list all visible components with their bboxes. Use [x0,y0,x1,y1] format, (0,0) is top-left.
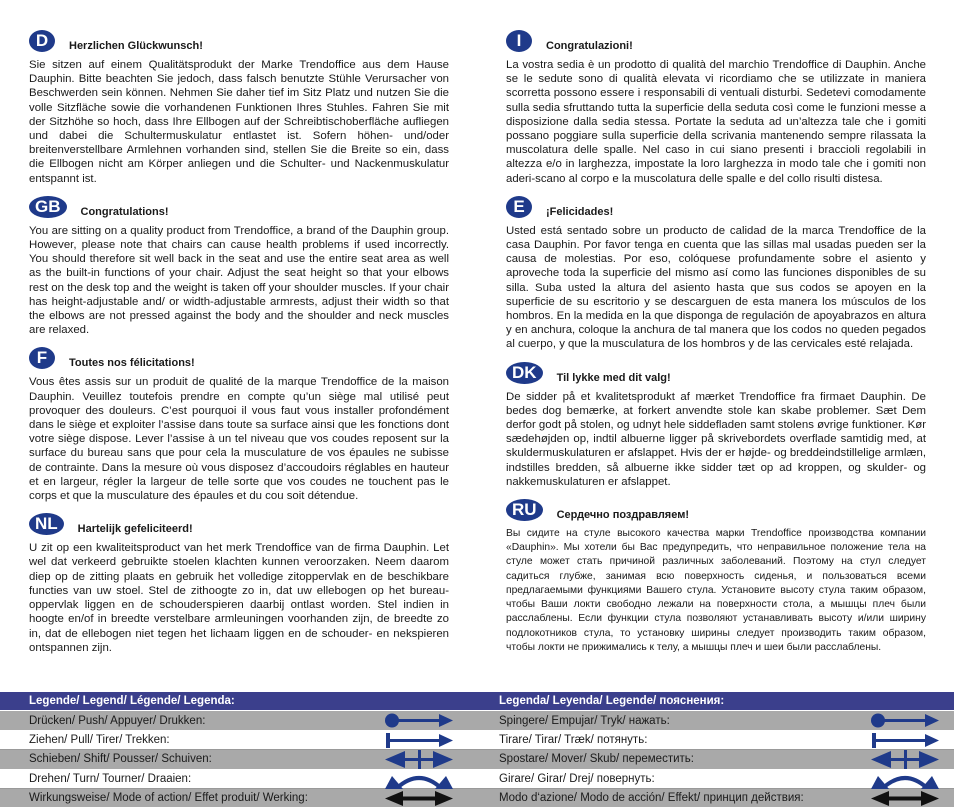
section-fr [29,345,449,503]
section-text-fr: Vous êtes assis sur un produit de qualité de la marque Trendoffice de la maison Dauphin. Veuillez toutefois prendre en compte qu’un siège mal utilisé peut provoquer des douleurs. C’est pourquoi il vous faut vous installer profondément dans le siège et exploiter l’assise dans toute sa surface ainsi que les fonctions dont votre siège dispose. Lever l’assise à un tel niveau que vos coudes reposent sur la surface du bureau sans que pour cela la musculature de vos épaules ne subisse de contrainte. Dans la mesure où vous disposez d’accoudoirs réglables en hauteur et en largeur, régler la largeur de telle sorte que vos coudes ne touchent pas le corps et que la musculature des épaules et du cou soit détendue. [29,376,449,503]
legend-row-push: Spingere/ Empujar/ Tryk/ нажать: [477,711,954,730]
legend-row-pull: Tirare/ Tirar/ Træk/ потянуть: [477,731,954,750]
section-it [506,28,926,186]
section-text-it: La vostra sedia è un prodotto di qualità del marchio Trendoffice di Dauphin. Anche se le sedute sono di qualità elevata vi ricordiamo che se utilizzate in maniera scorretta possono essere i responsabili di ventuali disturbi. Sedetevi comodamente sulla sedia sfruttando tutta la superficie della seduta così come le funzioni messe a disposizione dalla sedia stessa. Portate la seduta ad un’altezza tale che i gomiti possano poggiare sulla superficie della scrivania mantenendo sempre rilassata la muscolatura delle spalle. Nel caso in cui siano presenti i braccioli regolabili in altezza e/o in larghezza, impostate la loro larghezza in modo tale che i gomiti non aderi-scano al corpo e la muscolatura delle spalle e del collo risulti distesa. [506,59,926,185]
legend-right [477,692,954,808]
section-title-fr: Toutes nos félicitations! [69,357,195,370]
legend-row-mode: Wirkungsweise/ Mode of action/ Effet produit/ Werking: [0,789,477,808]
legend-row-pull: Ziehen/ Pull/ Tirer/ Trekken: [0,731,477,750]
section-title-gb: Congratulations! [80,205,169,218]
legend-row-turn: Drehen/ Turn/ Tourner/ Draaien: [0,770,477,789]
language-badge-dk: DK [506,362,543,384]
section-title-ru: Сердечно поздравляем! [556,509,690,522]
language-badge-fr: F [29,347,55,369]
legend-left [0,692,477,808]
legend-header: Legenda/ Leyenda/ Legende/ пояснения: [477,692,954,711]
legend-table [0,692,954,808]
section-title-es: ¡Felicidades! [546,205,614,218]
push-arrow-icon [383,711,455,730]
turn-arrows-icon [869,770,941,789]
language-badge-gb: GB [29,196,67,218]
legend-row-push: Drücken/ Push/ Appuyer/ Drukken: [0,711,477,730]
push-arrow-icon [869,711,941,730]
section-de [29,28,449,186]
legend-row-shift: Spostare/ Mover/ Skub/ переместить: [477,750,954,769]
section-text-es: Usted está sentado sobre un producto de calidad de la marca Trendoffice de la casa Dauphin. Por favor tenga en cuenta que las sillas mal usadas pueden ser la causa de molestias. Por eso, colóquese profundamente sobre el asiento y aproveche toda la superficie del mismo así como las funciones disponibles de su silla. Suba usted la altura del asiento hasta que sus codos se apoyen en la superficie de su escritorio y se descarguen de esta manera los músculos de los hombros. En la medida en la que disponga de regulación de apoyabrazos en altura y en anchura, coloque la anchura de tal manera que los codos no queden pegados al cuerpo, y que la musculatura de los hombros y de las cervicales esté relajada. [506,224,926,351]
section-title-it: Congratulazioni! [546,40,633,52]
language-badge-it: I [506,30,532,52]
pull-arrow-icon [869,731,941,750]
legend-header: Legende/ Legend/ Légende/ Legenda: [0,692,477,711]
section-title-dk: Til lykke med dit valg! [556,371,671,384]
legend-row-shift: Schieben/ Shift/ Pousser/ Schuiven: [0,750,477,769]
language-badge-de: D [29,30,55,52]
section-title-nl: Hartelijk gefeliciteerd! [77,523,193,536]
section-text-gb: You are sitting on a quality product from Trendoffice, a brand of the Dauphin group. However, please note that chairs can cause health problems if used incorrectly. You should therefore sit well back in the seat and use the entire seat area as well as the built-in functions of your chair. Adjust the seat height so that your elbows rest on the desk top and the weight is taken off your shoulder muscles. If your chair has height-adjustable and/ or width-adjustable armrests, adjust their width so that the elbows are not pressed against the body and the shoulder and neck muscles are relaxed. [29,224,449,337]
double-arrow-icon [869,789,941,808]
left-column [29,28,449,663]
section-dk [506,360,926,489]
legend-row-turn: Girare/ Girar/ Drej/ повернуть: [477,770,954,789]
turn-arrows-icon [383,770,455,789]
right-column [506,28,926,663]
language-badge-es: E [506,196,532,218]
language-badge-ru: RU [506,499,543,521]
section-es [506,194,926,352]
section-text-ru: Вы сидите на стуле высокого качества марки Trendoffice производства компании «Dauphin». Мы хотели бы Вас предупредить, что неправильное положение тела на стуле может стать причиной различных заболеваний. Поэтому на стул следует садиться глубже, занимая всю поверхность сиденья, и пользоваться всеми предлагаемыми функциями Вашего стула. Установите высоту стула таким образом, чтобы Ваши локти свободно лежали на поверхности стола, а мышцы плеч были расслаблены. Если функции стула позволяют устанавливать высоту и/или ширину подлокотников стула, то установку ширины следует производить таким образом, чтобы локти не прижимались к телу, а мышцы плеч и шеи были расслаблены. [506,528,926,653]
section-text-nl: U zit op een kwaliteitsproduct van het merk Trendoffice van de firma Dauphin. Let wel dat verkeerd gebruikte stoelen klachten kunnen veroorzaken. Neem daarom diep op de zitting plaats en gebruik het volledige zitoppervlak en de beschikbare functies van uw stoel. Stel de zithoogte zo in, dat uw ellebogen op het bureau-oppervlak liggen en de schouderspieren daarbij ontlast worden. Stel indien in hoogte en/of in breedte verstelbare armleuningen voorhanden zijn, de breedte zo in, dat de ellebogen niet tegen het lichaam liggen en de schouder- en nekspieren ontspannen zijn. [29,542,449,654]
double-arrow-icon [383,789,455,808]
shift-arrows-icon [383,750,455,769]
legend-row-mode: Modo d‘azione/ Modo de acción/ Effekt/ принцип действия: [477,789,954,808]
section-text-dk: De sidder på et kvalitetsprodukt af mærket Trendoffice fra firmaet Dauphin. De bedes dog bemærke, at forkert anvendte stole kan skabe problemer. Sæt Dem derfor godt på stolen, og udnyt hele siddefladen samt stolens øvrige funktioner. Kør sædehøjden op, indtil albuerne ligger på skrivebordets overflade samtidig med, at skuldermuskulaturen er afslappet. Hvis der er højde- og breddeindstillelige armlæn, indstilles bredden, så albuerne ikke sidder tæt op ad kroppen, og skulder- og nakkemuskulaturen er afslappet. [506,390,926,488]
section-nl [29,511,449,655]
section-ru [506,497,926,655]
language-badge-nl: NL [29,513,64,535]
section-gb [29,194,449,338]
section-text-de: Sie sitzen auf einem Qualitätsprodukt der Marke Trendoffice aus dem Hause Dauphin. Bitte beachten Sie jedoch, dass falsch benutzte Stühle Verursacher von Beschwerden sein können. Nehmen Sie daher tief im Sitz Platz und nutzen Sie die volle Sitzfläche sowie die vorhandenen Funktionen Ihres Stuhles. Fahren Sie mit der Sitzhöhe so hoch, dass Ihre Ellbogen auf der Schreibtischoberfläche aufliegen und dabei die Schultermuskulatur entlastet ist. Sofern höhen- und/oder breitenverstellbare Armlehnen vorhanden sind, stellen Sie die Breite so ein, dass die Ellbogen nicht am Körper anliegen und die Schulter- und Nackenmuskulatur entspannt ist. [29,59,449,185]
shift-arrows-icon [869,750,941,769]
pull-arrow-icon [383,731,455,750]
section-title-de: Herzlichen Glückwunsch! [69,40,203,52]
